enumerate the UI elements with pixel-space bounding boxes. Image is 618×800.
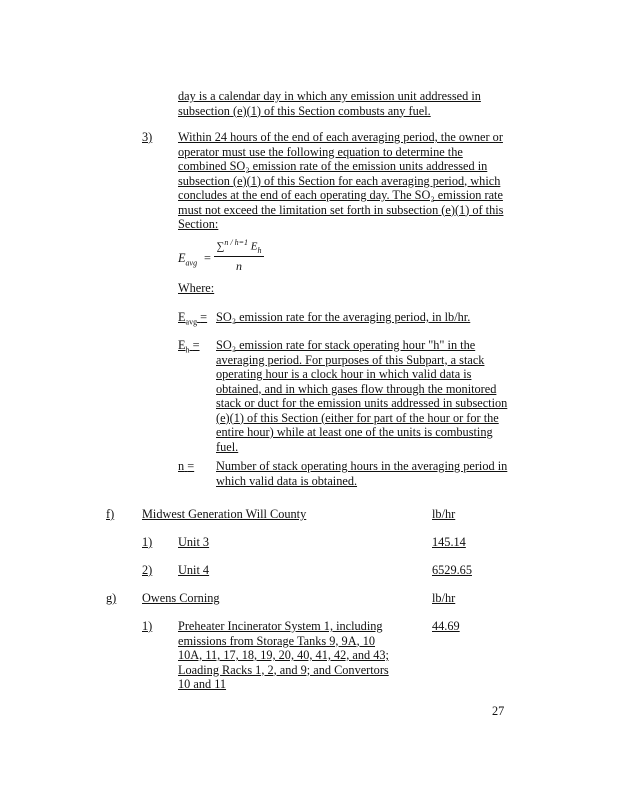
- section-g-item-marker: 1): [142, 619, 153, 633]
- item-3-line: subsection (e)(1) of this Section for each averaging period, which: [178, 173, 501, 188]
- section-g-unit: lb/hr: [432, 591, 456, 605]
- section-g-item-line: 10 and 11: [178, 677, 227, 691]
- item-3-paragraph: [178, 130, 503, 232]
- item-3-line: Within 24 hours of the end of each averaging period, the owner or: [178, 130, 503, 144]
- intro-line: day is a calendar day in which any emission unit addressed in: [178, 89, 481, 103]
- definition-line: averaging period. For purposes of this Subpart, a stack: [216, 352, 485, 367]
- definition-line: (e)(1) of this Section (either for part of the hour or for the: [216, 410, 499, 425]
- section-f-item-name: Unit 3: [178, 535, 210, 549]
- item-3-marker: 3): [142, 130, 153, 144]
- section-f-item-name: Unit 4: [178, 563, 210, 577]
- section-g-item-line: Loading Racks 1, 2, and 9; and Convertors: [178, 662, 389, 677]
- equation-fraction: [214, 238, 264, 274]
- definition-line: obtained, and in which gases flow through the monitored: [216, 381, 497, 396]
- definition-text: [216, 310, 470, 325]
- definition-line: stack or duct for the emission units addressed in subsection: [216, 396, 508, 410]
- item-3-line: must not exceed the limitation set forth in subsection (e)(1) of this: [178, 202, 504, 217]
- item-3-line: Section:: [178, 217, 219, 231]
- equation-denominator: n: [236, 258, 242, 273]
- intro-line: subsection (e)(1) of this Section combusts any fuel.: [178, 103, 431, 118]
- section-g-name: Owens Corning: [142, 591, 220, 605]
- equation-equals: =: [204, 251, 211, 265]
- definition-term: $E_{avg}$ =: [178, 310, 208, 327]
- section-f-unit: lb/hr: [432, 507, 456, 521]
- equation-lhs: $E_{avg}$: [178, 251, 198, 268]
- definition-term: n =: [178, 459, 195, 473]
- section-f-name: Midwest Generation Will County: [142, 507, 307, 521]
- definition-line: SO₂ emission rate for the averaging period, in lb/hr.: [216, 310, 471, 324]
- definition-term: $E_h$ =: [178, 338, 200, 355]
- section-f-item-marker: 2): [142, 563, 153, 577]
- item-3-line: operator must use the following equation to determine the: [178, 144, 463, 159]
- page-number: 27: [492, 704, 505, 718]
- definition-line: Number of stack operating hours in the averaging period in: [216, 459, 508, 473]
- equation: [178, 238, 288, 278]
- section-g-item-line: emissions from Storage Tanks 9, 9A, 10: [178, 633, 376, 648]
- definition-line: which valid data is obtained.: [216, 473, 358, 488]
- section-f-item-value: 6529.65: [432, 563, 472, 577]
- section-f-marker: f): [106, 507, 115, 521]
- definition-text: [216, 459, 507, 488]
- item-3-line: combined SO₂ emission rate of the emission units addressed in: [178, 159, 488, 173]
- equation-numerator: ∑$^{n / h=1}$ $E_h$: [214, 238, 264, 257]
- definition-line: entire hour) while at least one of the units is combusting: [216, 425, 493, 439]
- section-f-item-marker: 1): [142, 535, 153, 549]
- section-g-marker: g): [106, 591, 117, 605]
- section-g-item-text: [178, 619, 389, 692]
- where-label: Where:: [178, 281, 215, 295]
- definition-line: fuel.: [216, 439, 239, 454]
- definition-text: [216, 338, 507, 454]
- definition-line: SO₂ emission rate for stack operating hour "h" in the: [216, 338, 476, 352]
- intro-paragraph: [178, 89, 481, 118]
- definition-line: operating hour is a clock hour in which valid data is: [216, 367, 472, 381]
- section-g-item-line: 10A, 11, 17, 18, 19, 20, 40, 41, 42, and 43;: [178, 648, 389, 662]
- item-3-line: concludes at the end of each operating day. The SO₂ emission rate: [178, 188, 503, 202]
- section-f-item-value: 145.14: [432, 535, 466, 549]
- section-g-item-value: 44.69: [432, 619, 460, 633]
- section-g-item-line: Preheater Incinerator System 1, including: [178, 619, 383, 633]
